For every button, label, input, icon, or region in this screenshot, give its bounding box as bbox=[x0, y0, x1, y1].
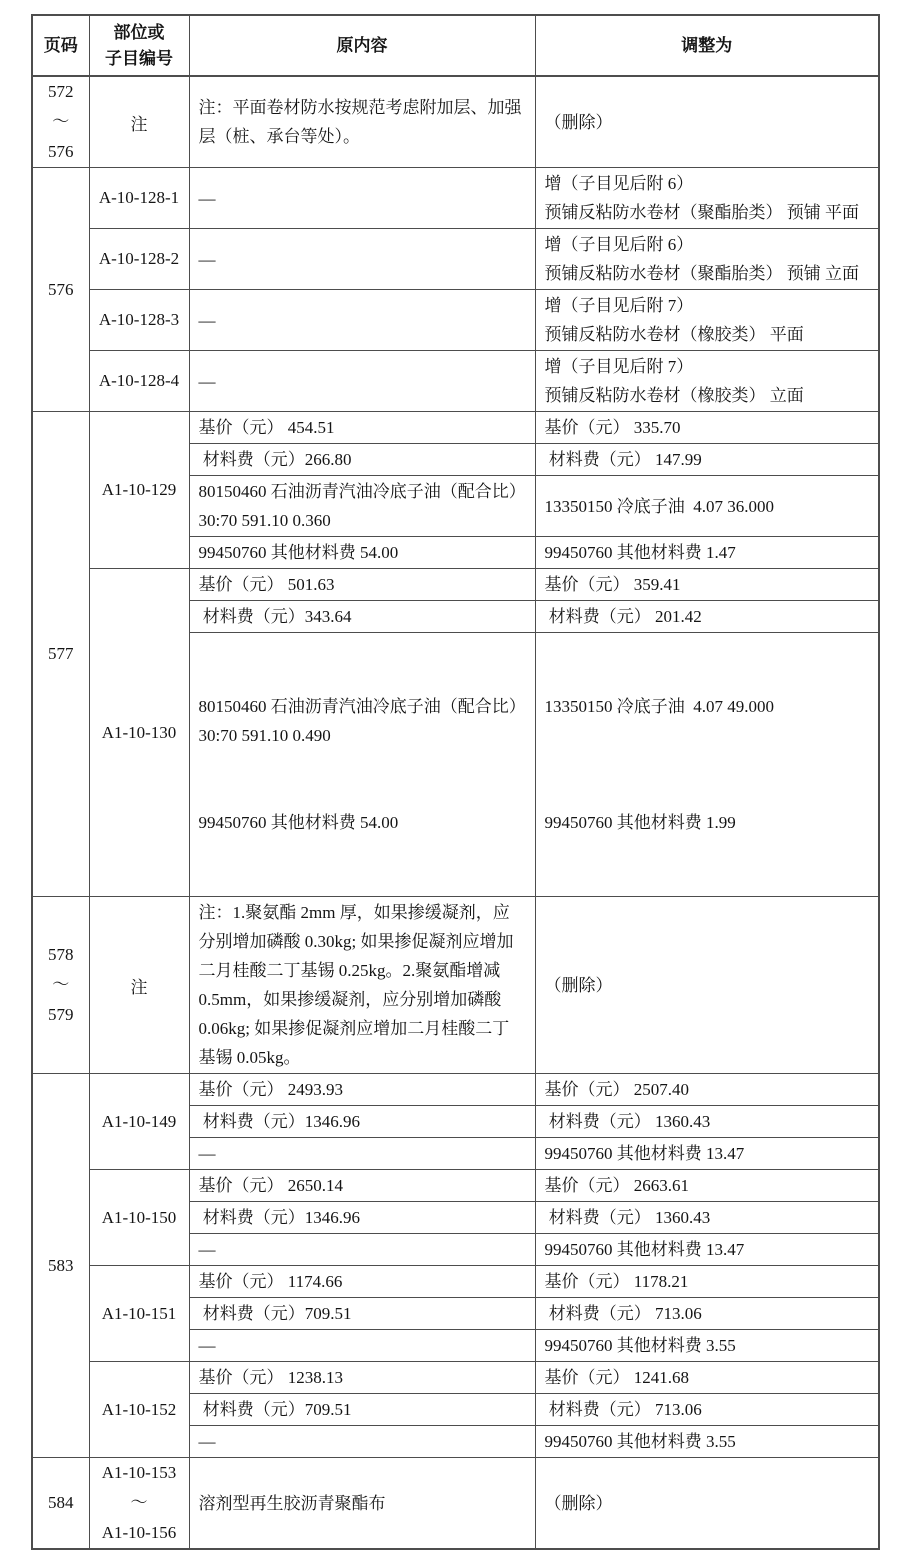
adj-cell: 基价（元） 2663.61 bbox=[535, 1170, 879, 1202]
orig-cell: 基价（元） 454.51 bbox=[189, 412, 535, 444]
code-cell: A1-10-149 bbox=[89, 1074, 189, 1170]
orig-cell: 材料费（元）343.64 bbox=[189, 601, 535, 633]
code-cell: A1-10-129 bbox=[89, 412, 189, 569]
code-cell: A-10-128-4 bbox=[89, 351, 189, 412]
orig-cell: 80150460 石油沥青汽油冷底子油（配合比）30:70 591.10 0.360 bbox=[189, 476, 535, 537]
code-cell: A1-10-130 bbox=[89, 569, 189, 897]
page-line: 572 bbox=[48, 82, 74, 101]
orig-cell: — bbox=[189, 290, 535, 351]
table-row bbox=[32, 1074, 879, 1106]
adj-cell: 材料费（元） 147.99 bbox=[535, 444, 879, 476]
orig-cell: 基价（元） 2493.93 bbox=[189, 1074, 535, 1106]
orig-cell: 材料费（元）709.51 bbox=[189, 1298, 535, 1330]
adj-cell bbox=[535, 168, 879, 229]
code-cell: A1-10-152 bbox=[89, 1362, 189, 1458]
adj-cell bbox=[535, 229, 879, 290]
adj-line: 预铺反粘防水卷材（橡胶类） 立面 bbox=[544, 386, 804, 405]
adj-line: 预铺反粘防水卷材（聚酯胎类） 预铺 立面 bbox=[544, 264, 859, 283]
code-cell: A1-10-151 bbox=[89, 1266, 189, 1362]
document-page bbox=[31, 14, 878, 1550]
orig-cell: 基价（元） 501.63 bbox=[189, 569, 535, 601]
orig-cell: — bbox=[189, 229, 535, 290]
adj-cell: 基价（元） 335.70 bbox=[535, 412, 879, 444]
table-row bbox=[32, 1458, 879, 1550]
orig-cell: 溶剂型再生胶沥青聚酯布 bbox=[189, 1458, 535, 1550]
page-line: 577 bbox=[48, 644, 74, 663]
orig-cell: — bbox=[189, 1426, 535, 1458]
page-cell bbox=[32, 1458, 89, 1550]
adj-cell: 材料费（元） 201.42 bbox=[535, 601, 879, 633]
table-row bbox=[32, 1362, 879, 1394]
adj-cell: 基价（元） 1241.68 bbox=[535, 1362, 879, 1394]
code-line: A1-10-153 bbox=[101, 1463, 177, 1482]
adj-line: 增（子目见后附 7） bbox=[544, 296, 694, 315]
page-cell bbox=[32, 897, 89, 1074]
table-row bbox=[32, 229, 879, 290]
adjustment-table bbox=[31, 14, 880, 1550]
adj-line: 增（子目见后附 7） bbox=[544, 357, 694, 376]
orig-cell bbox=[189, 633, 535, 897]
table-row bbox=[32, 569, 879, 601]
adj-cell: 材料费（元） 713.06 bbox=[535, 1394, 879, 1426]
orig-cell: 基价（元） 1238.13 bbox=[189, 1362, 535, 1394]
orig-cell: 99450760 其他材料费 54.00 bbox=[189, 537, 535, 569]
adj-cell: 99450760 其他材料费 3.55 bbox=[535, 1426, 879, 1458]
adj-cell: 基价（元） 1178.21 bbox=[535, 1266, 879, 1298]
orig-cell: 材料费（元）266.80 bbox=[189, 444, 535, 476]
table-row bbox=[32, 76, 879, 168]
orig-cell: — bbox=[189, 351, 535, 412]
orig-cell: — bbox=[189, 1234, 535, 1266]
code-cell: A-10-128-2 bbox=[89, 229, 189, 290]
code-cell: 注 bbox=[89, 897, 189, 1074]
page-line: 576 bbox=[48, 279, 74, 299]
table-row bbox=[32, 1266, 879, 1298]
header-code-line2: 子目编号 bbox=[105, 48, 173, 68]
adj-cell: 13350150 冷底子油 4.07 36.000 bbox=[535, 476, 879, 537]
orig-cell: 材料费（元）709.51 bbox=[189, 1394, 535, 1426]
table-row bbox=[32, 290, 879, 351]
adj-line: 预铺反粘防水卷材（聚酯胎类） 预铺 平面 bbox=[544, 203, 859, 222]
adj-cell: 材料费（元） 1360.43 bbox=[535, 1106, 879, 1138]
orig-cell: 注：1.聚氨酯 2mm 厚，如果掺缓凝剂，应分别增加磷酸 0.30kg; 如果掺促凝剂应增加二月桂酸二丁基锡 0.25kg。2.聚氨酯增减 0.5mm，如果掺缓凝剂，应分别增加磷酸 0.06kg; 如果掺促凝剂应增加二月桂酸二丁基锡 0.05kg。 bbox=[189, 897, 535, 1074]
header-orig-col: 原内容 bbox=[189, 15, 535, 76]
adj-cell: 99450760 其他材料费 13.47 bbox=[535, 1138, 879, 1170]
orig-cell: — bbox=[189, 1330, 535, 1362]
page-cell bbox=[32, 412, 89, 897]
code-cell: A-10-128-3 bbox=[89, 290, 189, 351]
code-line: A1-10-156 bbox=[101, 1523, 177, 1542]
adj-cell: 99450760 其他材料费 13.47 bbox=[535, 1234, 879, 1266]
header-code-col bbox=[89, 15, 189, 76]
code-cell: 注 bbox=[89, 76, 189, 168]
code-cell bbox=[89, 1458, 189, 1550]
adj-line: 增（子目见后附 6） bbox=[544, 174, 694, 193]
adj-cell: （删除） bbox=[535, 1458, 879, 1550]
orig-cell: — bbox=[189, 168, 535, 229]
page-cell bbox=[32, 76, 89, 168]
header-adj-col: 调整为 bbox=[535, 15, 879, 76]
orig-cell: 材料费（元）1346.96 bbox=[189, 1202, 535, 1234]
table-row bbox=[32, 412, 879, 444]
adj-cell: （删除） bbox=[535, 76, 879, 168]
code-cell: A1-10-150 bbox=[89, 1170, 189, 1266]
page-line: 584 bbox=[48, 1493, 74, 1512]
adj-cell: 99450760 其他材料费 3.55 bbox=[535, 1330, 879, 1362]
page-line: 583 bbox=[48, 1255, 74, 1275]
table-header-row bbox=[32, 15, 879, 76]
page-tilde: ～ bbox=[52, 975, 70, 994]
adj-cell: （删除） bbox=[535, 897, 879, 1074]
orig-line: 80150460 石油沥青汽油冷底子油（配合比）30:70 591.10 0.490 bbox=[198, 697, 518, 745]
adj-cell bbox=[535, 290, 879, 351]
table-row bbox=[32, 1170, 879, 1202]
table-row bbox=[32, 897, 879, 1074]
adj-line: 增（子目见后附 6） bbox=[544, 235, 694, 254]
adj-cell: 材料费（元） 1360.43 bbox=[535, 1202, 879, 1234]
page-tilde: ～ bbox=[52, 112, 70, 131]
orig-line: 99450760 其他材料费 54.00 bbox=[198, 813, 399, 832]
orig-cell: 注：平面卷材防水按规范考虑附加层、加强层（桩、承台等处）。 bbox=[189, 76, 535, 168]
code-cell: A-10-128-1 bbox=[89, 168, 189, 229]
adj-line: 预铺反粘防水卷材（橡胶类） 平面 bbox=[544, 325, 804, 344]
orig-cell: 基价（元） 1174.66 bbox=[189, 1266, 535, 1298]
page-line: 579 bbox=[48, 1005, 74, 1024]
header-page-col: 页码 bbox=[32, 15, 89, 76]
orig-cell: 材料费（元）1346.96 bbox=[189, 1106, 535, 1138]
adj-cell: 材料费（元） 713.06 bbox=[535, 1298, 879, 1330]
table-row bbox=[32, 168, 879, 229]
header-code-line1: 部位或 bbox=[113, 22, 165, 42]
adj-cell bbox=[535, 633, 879, 897]
adj-cell: 基价（元） 2507.40 bbox=[535, 1074, 879, 1106]
page-line: 576 bbox=[48, 142, 74, 161]
orig-cell: 基价（元） 2650.14 bbox=[189, 1170, 535, 1202]
page-cell bbox=[32, 1074, 89, 1458]
page-cell bbox=[32, 168, 89, 412]
adj-cell: 99450760 其他材料费 1.47 bbox=[535, 537, 879, 569]
adj-line: 99450760 其他材料费 1.99 bbox=[544, 813, 736, 832]
table-row bbox=[32, 351, 879, 412]
code-tilde: ～ bbox=[130, 1493, 148, 1512]
adj-line: 13350150 冷底子油 4.07 49.000 bbox=[544, 697, 774, 716]
orig-cell: — bbox=[189, 1138, 535, 1170]
adj-cell: 基价（元） 359.41 bbox=[535, 569, 879, 601]
page-line: 578 bbox=[48, 945, 74, 964]
adj-cell bbox=[535, 351, 879, 412]
